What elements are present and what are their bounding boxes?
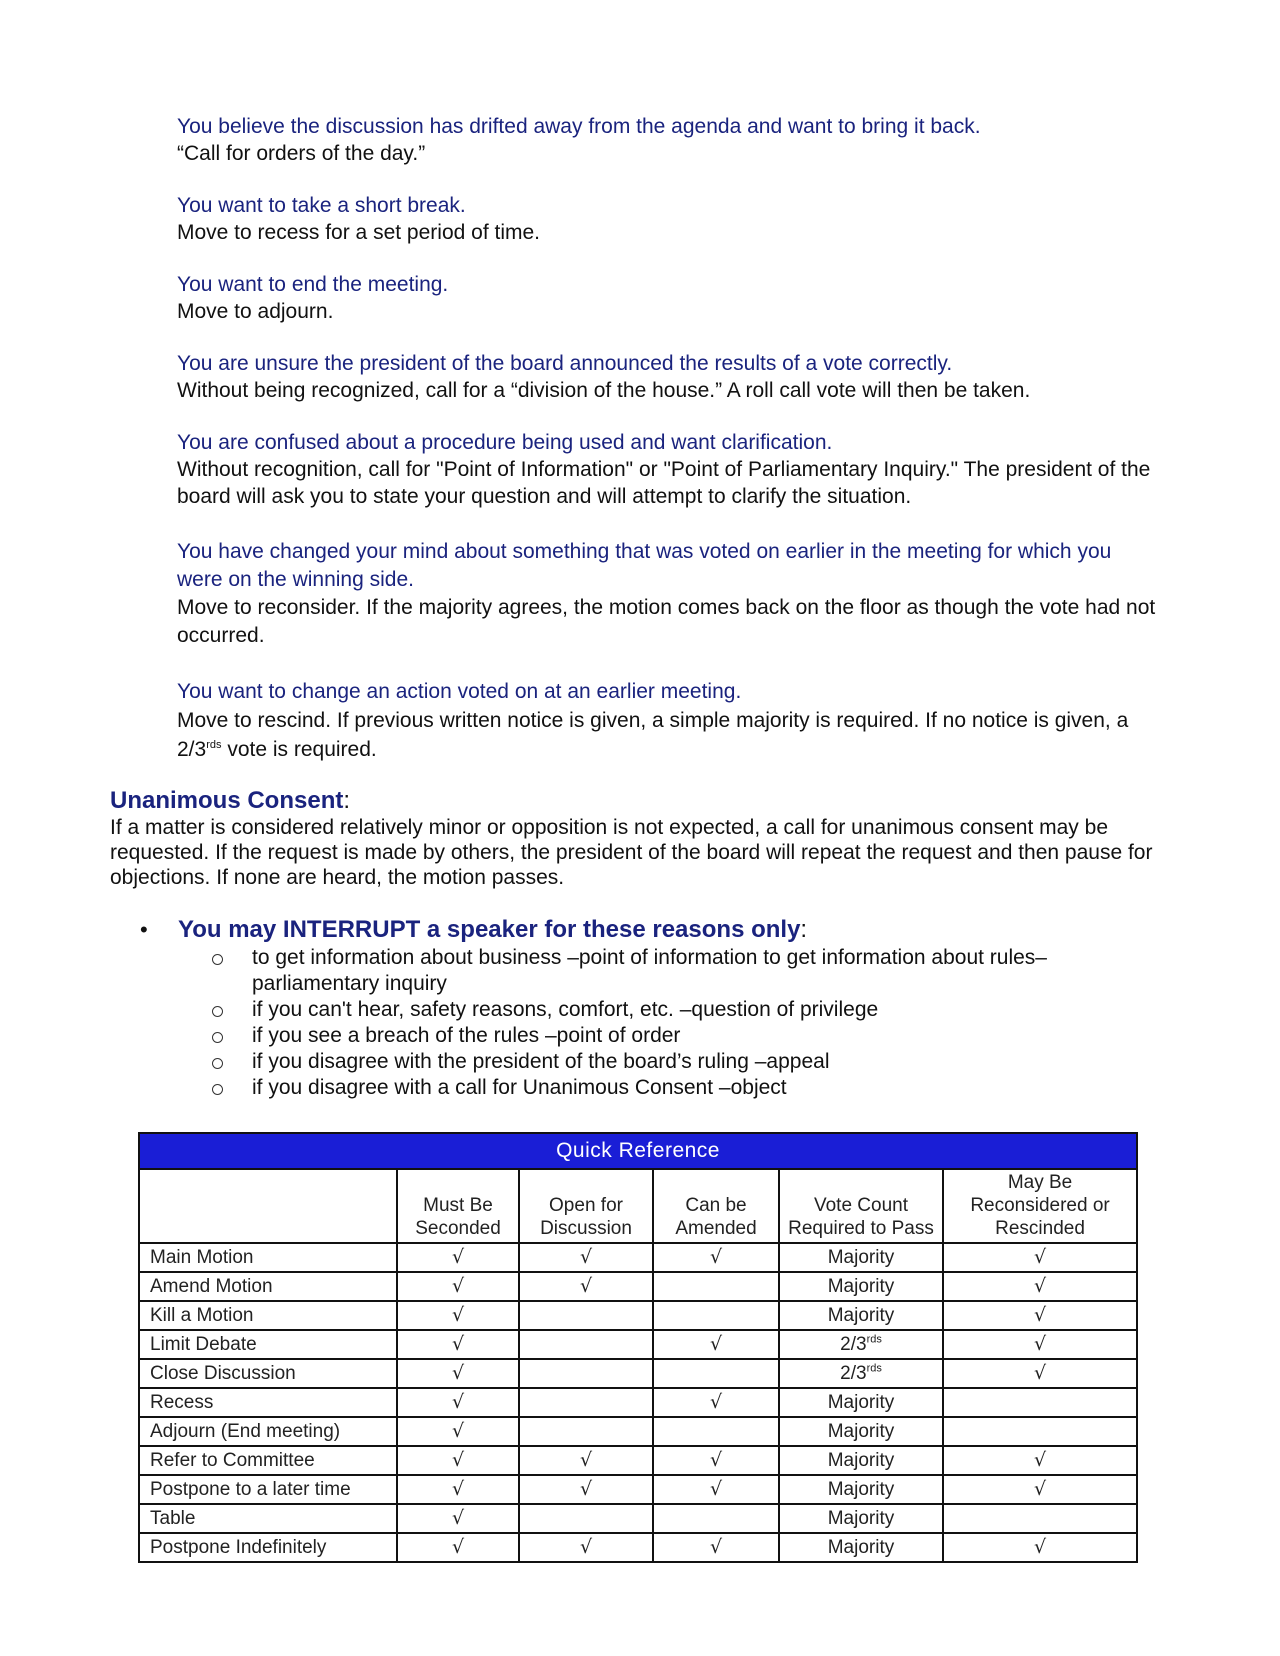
- check-cell: [943, 1243, 1137, 1272]
- checkmark-icon: √: [1033, 1275, 1047, 1297]
- check-cell: [397, 1417, 519, 1446]
- column-header: Must Be Seconded: [397, 1169, 519, 1243]
- column-header: Vote Count Required to Pass: [779, 1169, 943, 1243]
- table-row: [139, 1388, 1137, 1417]
- unanimous-consent-section: [110, 787, 1170, 890]
- motion-name-cell: Postpone Indefinitely: [139, 1533, 397, 1562]
- section-body: If a matter is considered relatively minor or opposition is not expected, a call for unanimous consent may be requested. If the request is made by others, the president of the board will repeat the request and then pause for objections. If none are heard, the motion passes.: [110, 816, 1153, 889]
- table-row: [139, 1272, 1137, 1301]
- table-row: [139, 1533, 1137, 1562]
- vote-count-cell: Majority: [779, 1301, 943, 1330]
- empty-cell: [943, 1417, 1137, 1446]
- empty-cell: [943, 1388, 1137, 1417]
- checkmark-icon: √: [451, 1420, 465, 1442]
- table-header-row: [139, 1169, 1137, 1243]
- check-cell: [519, 1446, 653, 1475]
- empty-cell: [519, 1330, 653, 1359]
- table-row: [139, 1475, 1137, 1504]
- interrupt-section: [140, 915, 1190, 1099]
- section-heading: You may INTERRUPT a speaker for these reasons only:: [178, 916, 808, 943]
- table-title: Quick Reference: [139, 1133, 1137, 1169]
- checkmark-icon: √: [451, 1333, 465, 1355]
- scenario-question: You want to take a short break.: [177, 194, 466, 217]
- vote-count-cell: Majority: [779, 1446, 943, 1475]
- table-row: [139, 1446, 1137, 1475]
- check-cell: [397, 1388, 519, 1417]
- check-cell: [519, 1475, 653, 1504]
- scenario-question: You are unsure the president of the board announced the results of a vote correctly.: [177, 352, 953, 375]
- table-row: [139, 1359, 1137, 1388]
- check-cell: [943, 1475, 1137, 1504]
- scenario-answer: Move to rescind. If previous written notice is given, a simple majority is required. If no notice is given, a $2/3^{rds}$ vote is required.: [177, 709, 1129, 761]
- reason-list: [212, 945, 1112, 1101]
- checkmark-icon: √: [451, 1478, 465, 1500]
- empty-cell: [653, 1417, 779, 1446]
- checkmark-icon: √: [451, 1246, 465, 1268]
- column-header: [139, 1169, 397, 1243]
- table-row: [139, 1243, 1137, 1272]
- check-cell: [397, 1330, 519, 1359]
- empty-cell: [519, 1388, 653, 1417]
- checkmark-icon: √: [451, 1391, 465, 1413]
- column-header: Open for Discussion: [519, 1169, 653, 1243]
- circle-bullet-icon: [212, 1058, 223, 1069]
- circle-bullet-icon: [212, 1032, 223, 1043]
- empty-cell: [519, 1359, 653, 1388]
- table-row: [139, 1504, 1137, 1533]
- motion-name-cell: Table: [139, 1504, 397, 1533]
- check-cell: [397, 1243, 519, 1272]
- checkmark-icon: √: [1033, 1333, 1047, 1355]
- vote-count-cell: $2/3^{rds}$: [779, 1359, 943, 1388]
- check-cell: [519, 1243, 653, 1272]
- check-cell: [653, 1446, 779, 1475]
- checkmark-icon: √: [579, 1246, 593, 1268]
- list-item: if you can't hear, safety reasons, comfort, etc. –question of privilege: [212, 997, 1112, 1023]
- scenario-answer: Without being recognized, call for a “division of the house.” A roll call vote will then be taken.: [177, 379, 1031, 402]
- motion-name-cell: Refer to Committee: [139, 1446, 397, 1475]
- checkmark-icon: √: [451, 1362, 465, 1384]
- motion-name-cell: Close Discussion: [139, 1359, 397, 1388]
- checkmark-icon: √: [709, 1391, 723, 1413]
- scenario-answer: Move to reconsider. If the majority agrees, the motion comes back on the floor as though the vote had not occurred.: [177, 596, 1156, 647]
- check-cell: [943, 1272, 1137, 1301]
- motion-name-cell: Main Motion: [139, 1243, 397, 1272]
- checkmark-icon: √: [1033, 1478, 1047, 1500]
- scenario-7: [177, 677, 1157, 764]
- scenario-question: You believe the discussion has drifted away from the agenda and want to bring it back.: [177, 115, 981, 138]
- table-row: [139, 1301, 1137, 1330]
- motion-name-cell: Limit Debate: [139, 1330, 397, 1359]
- empty-cell: [519, 1417, 653, 1446]
- checkmark-icon: √: [709, 1536, 723, 1558]
- checkmark-icon: √: [451, 1304, 465, 1326]
- empty-cell: [943, 1504, 1137, 1533]
- checkmark-icon: √: [451, 1507, 465, 1529]
- checkmark-icon: √: [1033, 1449, 1047, 1471]
- checkmark-icon: √: [451, 1536, 465, 1558]
- checkmark-icon: √: [579, 1275, 593, 1297]
- checkmark-icon: √: [1033, 1362, 1047, 1384]
- vote-count-cell: Majority: [779, 1388, 943, 1417]
- scenario-question: You want to end the meeting.: [177, 273, 449, 296]
- column-header: Can be Amended: [653, 1169, 779, 1243]
- section-heading: Unanimous Consent:: [110, 787, 351, 814]
- check-cell: [943, 1446, 1137, 1475]
- table-row: [139, 1330, 1137, 1359]
- scenario-2: [177, 192, 1157, 246]
- motion-name-cell: Recess: [139, 1388, 397, 1417]
- checkmark-icon: √: [709, 1449, 723, 1471]
- checkmark-icon: √: [451, 1449, 465, 1471]
- check-cell: [397, 1359, 519, 1388]
- check-cell: [943, 1533, 1137, 1562]
- checkmark-icon: √: [1033, 1304, 1047, 1326]
- vote-count-cell: $2/3^{rds}$: [779, 1330, 943, 1359]
- check-cell: [943, 1330, 1137, 1359]
- empty-cell: [653, 1301, 779, 1330]
- checkmark-icon: √: [1033, 1246, 1047, 1268]
- vote-count-cell: Majority: [779, 1475, 943, 1504]
- check-cell: [397, 1446, 519, 1475]
- empty-cell: [653, 1359, 779, 1388]
- circle-bullet-icon: [212, 1006, 223, 1017]
- scenario-1: [177, 113, 1157, 167]
- checkmark-icon: √: [451, 1275, 465, 1297]
- empty-cell: [519, 1301, 653, 1330]
- circle-bullet-icon: [212, 954, 223, 965]
- checkmark-icon: √: [1033, 1536, 1047, 1558]
- scenario-answer: “Call for orders of the day.”: [177, 142, 426, 165]
- check-cell: [519, 1272, 653, 1301]
- scenario-answer: Move to recess for a set period of time.: [177, 221, 540, 244]
- list-item: if you disagree with the president of the board’s ruling –appeal: [212, 1049, 1112, 1075]
- column-header: May Be Reconsidered or Rescinded: [943, 1169, 1137, 1243]
- motion-name-cell: Adjourn (End meeting): [139, 1417, 397, 1446]
- quick-reference-table: [138, 1132, 1138, 1563]
- vote-count-cell: Majority: [779, 1417, 943, 1446]
- vote-count-cell: Majority: [779, 1504, 943, 1533]
- check-cell: [653, 1243, 779, 1272]
- motion-name-cell: Kill a Motion: [139, 1301, 397, 1330]
- empty-cell: [653, 1272, 779, 1301]
- checkmark-icon: √: [579, 1449, 593, 1471]
- scenario-answer: Without recognition, call for "Point of Information" or "Point of Parliamentary Inquiry." The president of the board will ask you to state your question and will attempt to clarify the situation.: [177, 458, 1151, 508]
- checkmark-icon: √: [709, 1246, 723, 1268]
- checkmark-icon: √: [709, 1478, 723, 1500]
- empty-cell: [519, 1504, 653, 1533]
- check-cell: [397, 1475, 519, 1504]
- vote-count-cell: Majority: [779, 1272, 943, 1301]
- scenario-question: You have changed your mind about something that was voted on earlier in the meeting for which you were on the winning side.: [177, 540, 1112, 591]
- check-cell: [653, 1388, 779, 1417]
- check-cell: [943, 1301, 1137, 1330]
- scenario-answer: Move to adjourn.: [177, 300, 334, 323]
- circle-bullet-icon: [212, 1084, 223, 1095]
- check-cell: [943, 1359, 1137, 1388]
- check-cell: [519, 1533, 653, 1562]
- bullet: •: [140, 917, 148, 942]
- check-cell: [397, 1272, 519, 1301]
- checkmark-icon: √: [709, 1333, 723, 1355]
- vote-count-cell: Majority: [779, 1533, 943, 1562]
- check-cell: [397, 1301, 519, 1330]
- scenario-6: [177, 538, 1157, 650]
- scenario-5: [177, 429, 1157, 510]
- check-cell: [397, 1533, 519, 1562]
- vote-count-cell: Majority: [779, 1243, 943, 1272]
- scenario-3: [177, 271, 1157, 325]
- check-cell: [653, 1533, 779, 1562]
- check-cell: [653, 1475, 779, 1504]
- scenario-4: [177, 350, 1157, 404]
- motion-name-cell: Postpone to a later time: [139, 1475, 397, 1504]
- checkmark-icon: √: [579, 1536, 593, 1558]
- list-item: if you disagree with a call for Unanimous Consent –object: [212, 1075, 1112, 1101]
- list-item: to get information about business –point of information to get information about rules– parliamentary inquiry: [212, 945, 1112, 997]
- list-item: if you see a breach of the rules –point of order: [212, 1023, 1112, 1049]
- check-cell: [653, 1330, 779, 1359]
- check-cell: [397, 1504, 519, 1533]
- scenario-question: You want to change an action voted on at an earlier meeting.: [177, 680, 742, 703]
- checkmark-icon: √: [579, 1478, 593, 1500]
- table-row: [139, 1417, 1137, 1446]
- empty-cell: [653, 1504, 779, 1533]
- scenario-question: You are confused about a procedure being used and want clarification.: [177, 431, 833, 454]
- motion-name-cell: Amend Motion: [139, 1272, 397, 1301]
